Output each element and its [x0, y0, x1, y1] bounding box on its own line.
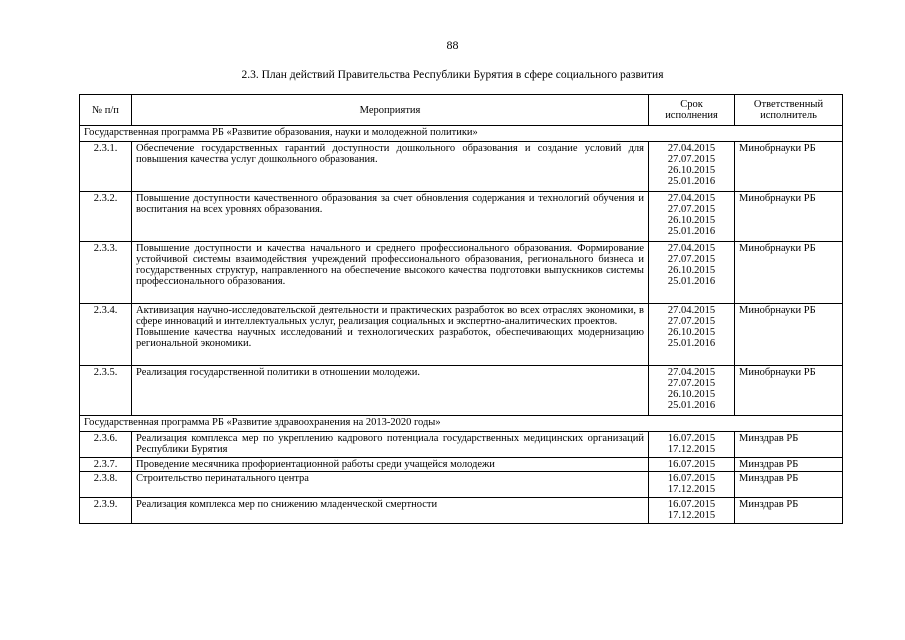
row-num: 2.3.2. — [80, 192, 132, 242]
row-dates: 27.04.2015 27.07.2015 26.10.2015 25.01.2016 — [649, 192, 735, 242]
table-row — [80, 472, 843, 498]
row-measure: Строительство перинатального центра — [132, 472, 649, 498]
action-plan-table — [79, 94, 843, 524]
row-measure: Обеспечение государственных гарантий доступности дошкольного образования и создание условий для повышения качества услуг дошкольного образования. — [132, 142, 649, 192]
row-measure: Реализация государственной политики в отношении молодежи. — [132, 366, 649, 416]
row-measure: Повышение доступности качественного образования за счет обновления содержания и технологий обучения и воспитания на всех уровнях образования. — [132, 192, 649, 242]
row-responsible: Минобрнауки РБ — [735, 142, 843, 192]
row-dates: 27.04.2015 27.07.2015 26.10.2015 25.01.2016 — [649, 242, 735, 304]
row-responsible: Минздрав РБ — [735, 432, 843, 458]
table-row — [80, 458, 843, 472]
header-responsible: Ответственный исполнитель — [735, 95, 843, 126]
row-measure: Реализация комплекса мер по снижению младенческой смертности — [132, 498, 649, 524]
row-num: 2.3.3. — [80, 242, 132, 304]
program-title-health: Государственная программа РБ «Развитие здравоохранения на 2013-2020 годы» — [80, 416, 843, 432]
row-responsible: Минздрав РБ — [735, 458, 843, 472]
program-title-education: Государственная программа РБ «Развитие образования, науки и молодежной политики» — [80, 126, 843, 142]
row-num: 2.3.5. — [80, 366, 132, 416]
header-num: № п/п — [80, 95, 132, 126]
header-measure: Мероприятия — [132, 95, 649, 126]
row-dates: 27.04.2015 27.07.2015 26.10.2015 25.01.2016 — [649, 366, 735, 416]
row-num: 2.3.7. — [80, 458, 132, 472]
program-row — [80, 416, 843, 432]
section-title: 2.3. План действий Правительства Республики Бурятия в сфере социального развития — [241, 69, 664, 81]
table-row — [80, 366, 843, 416]
page-number: 88 — [446, 38, 459, 52]
row-responsible: Минобрнауки РБ — [735, 304, 843, 366]
row-num: 2.3.1. — [80, 142, 132, 192]
table-row — [80, 192, 843, 242]
row-dates: 16.07.2015 17.12.2015 — [649, 472, 735, 498]
table-row — [80, 304, 843, 366]
row-responsible: Минздрав РБ — [735, 498, 843, 524]
row-dates: 27.04.2015 27.07.2015 26.10.2015 25.01.2016 — [649, 142, 735, 192]
row-measure: Активизация научно-исследовательской деятельности и практических разработок во всех отраслях экономики, в сфере инноваций и интеллектуальных услуг, реализация социальных и экспертно-аналитических проектов. Повышение качества научных исследований и технологических разработок, обеспечивающих модернизацию региональной экономики. — [132, 304, 649, 366]
row-num: 2.3.4. — [80, 304, 132, 366]
header-term: Срок исполнения — [649, 95, 735, 126]
table-row — [80, 142, 843, 192]
row-responsible: Минобрнауки РБ — [735, 192, 843, 242]
row-dates: 16.07.2015 17.12.2015 — [649, 498, 735, 524]
table-row — [80, 242, 843, 304]
program-row — [80, 126, 843, 142]
table-row — [80, 498, 843, 524]
row-num: 2.3.9. — [80, 498, 132, 524]
row-measure: Повышение доступности и качества начального и среднего профессионального образования. Формирование устойчивой системы взаимодействия учреждений профессионального образования, регионального бизнеса и государственных структур, направленного на обеспечение высокого качества подготовки выпускников системы профессионального образования. — [132, 242, 649, 304]
row-num: 2.3.8. — [80, 472, 132, 498]
row-responsible: Минобрнауки РБ — [735, 242, 843, 304]
row-responsible: Минобрнауки РБ — [735, 366, 843, 416]
table-row — [80, 432, 843, 458]
row-dates: 27.04.2015 27.07.2015 26.10.2015 25.01.2016 — [649, 304, 735, 366]
row-dates: 16.07.2015 — [649, 458, 735, 472]
row-measure: Проведение месячника профориентационной работы среди учащейся молодежи — [132, 458, 649, 472]
table-header-row — [80, 95, 843, 126]
row-dates: 16.07.2015 17.12.2015 — [649, 432, 735, 458]
row-measure: Реализация комплекса мер по укреплению кадрового потенциала государственных медицинских организаций Республики Бурятия — [132, 432, 649, 458]
row-num: 2.3.6. — [80, 432, 132, 458]
row-responsible: Минздрав РБ — [735, 472, 843, 498]
